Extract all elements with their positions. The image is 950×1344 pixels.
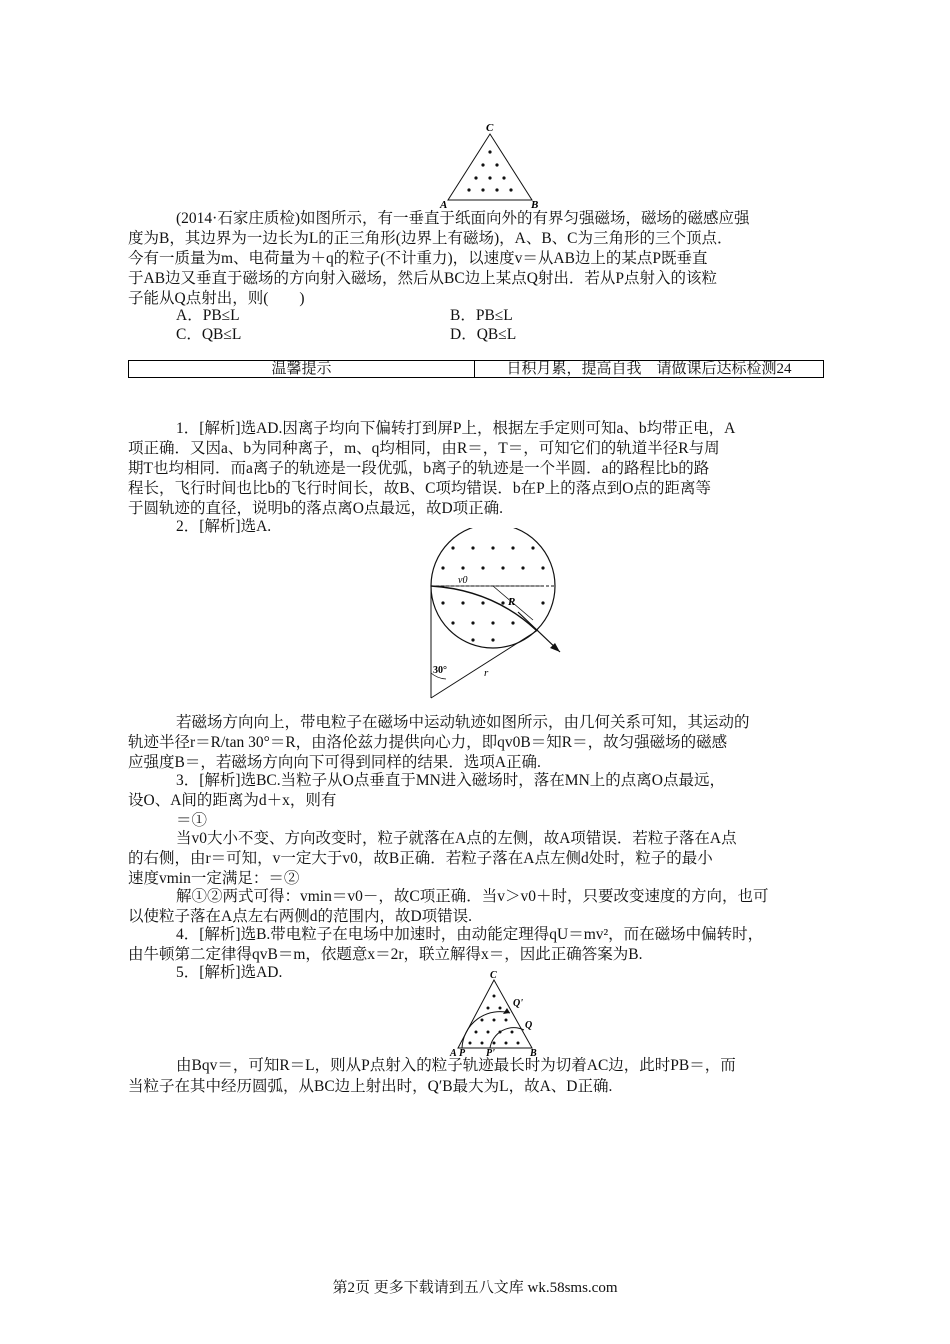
sol3-line-1: 3．[解析]选BC.当粒子从O点垂直于MN进入磁场时，落在MN上的点离O点最远，	[176, 772, 725, 789]
triangle-field-figure	[415, 120, 545, 210]
fig3-label-pprime: P'	[486, 1048, 495, 1058]
fig3-label-c: C	[490, 970, 497, 981]
problem-line-2: 度为B，其边界为一边长为L的正三角形(边界上有磁场)，A、B、C为三角形的三个顶点．	[128, 230, 733, 247]
sol3-line-3: ＝①	[176, 812, 208, 829]
fig3-label-q: Q	[525, 1020, 533, 1031]
circle-field-figure	[418, 528, 568, 708]
page-footer: 第2页 更多下载请到五八文库 wk.58sms.com	[332, 1280, 618, 1296]
sol2-line-2: 轨迹半径r＝R/tan 30°＝R，由洛伦兹力提供向心力，即qv0B＝知R＝，故匀强磁场的磁感	[128, 734, 728, 751]
sol2-head: 2．[解析]选A.	[176, 518, 272, 535]
fig3-label-qprime: Q'	[513, 998, 523, 1009]
fig3-label-a: A	[450, 1048, 457, 1058]
sol3-line-5: 的右侧，由r＝可知，v一定大于v0，故B正确．若粒子落在A点左侧d处时，粒子的最小	[128, 850, 713, 867]
sol3-line-7: 解①②两式可得：vmin＝v0－，故C项正确．当v＞v0＋时，只要改变速度的方向，也可	[176, 888, 769, 905]
label-c: C	[486, 122, 494, 134]
label-a: A	[440, 199, 448, 210]
label-R: R	[508, 596, 516, 608]
problem-line-5: 子能从Q点射出，则( )	[128, 290, 305, 307]
option-a: A．PB≤L	[176, 307, 240, 324]
option-d: D．QB≤L	[450, 326, 517, 343]
sol3-line-6: 速度vmin一定满足：＝②	[128, 870, 300, 887]
sol1-line-2: 项正确．又因a、b为同种离子，m、q均相同，由R＝，T＝，可知它们的轨道半径R与周	[128, 440, 720, 457]
triangle-arc-figure	[440, 968, 550, 1058]
sol1-line-3: 期T也均相同．而a离子的轨迹是一段优弧，b离子的轨迹是一个半圆．a的路程比b的路	[128, 460, 710, 477]
sol5-line-2: 当粒子在其中经历圆弧，从BC边上射出时，Q′B最大为L，故A、D正确.	[128, 1078, 613, 1095]
problem-line-3: 今有一质量为m、电荷量为＋q的粒子(不计重力)，以速度v＝从AB边上的某点P既垂直	[128, 250, 708, 267]
sol3-line-8: 以使粒子落在A点左右两侧d的范围内，故D项错误.	[128, 908, 473, 925]
tip-label: 温馨提示	[129, 361, 475, 377]
sol4-line-2: 由牛顿第二定律得qvB＝m，依题意x＝2r，联立解得x＝，因此正确答案为B.	[128, 946, 643, 963]
sol5-head: 5．[解析]选AD.	[176, 964, 283, 981]
label-v0: v0	[458, 575, 468, 586]
option-b: B．PB≤L	[450, 307, 513, 324]
label-30deg: 30°	[433, 665, 447, 676]
option-c: C．QB≤L	[176, 326, 242, 343]
tip-content: 日积月累，提高自我 请做课后达标检测24	[506, 361, 792, 377]
sol3-line-4: 当v0大小不变、方向改变时，粒子就落在A点的左侧，故A项错误．若粒子落在A点	[176, 830, 737, 847]
label-r: r	[484, 667, 489, 679]
sol4-line-1: 4．[解析]选B.带电粒子在电场中加速时，由动能定理得qU＝mv²，而在磁场中偏转时，	[176, 926, 764, 943]
problem-line-1: (2014·石家庄质检)如图所示，有一垂直于纸面向外的有界匀强磁场，磁场的磁感应强	[176, 210, 750, 227]
problem-line-4: 于AB边又垂直于磁场的方向射入磁场，然后从BC边上某点Q射出．若从P点射入的该粒	[128, 270, 718, 287]
sol3-line-2: 设O、A间的距离为d＋x，则有	[128, 792, 337, 809]
sol5-line-1: 由Bqv＝，可知R＝L，则从P点射入的粒子轨迹最长时为切着AC边，此时PB＝，而	[176, 1057, 736, 1074]
fig3-label-b: B	[530, 1048, 537, 1058]
sol1-line-1: 1．[解析]选AD.因离子均向下偏转打到屏P上，根据左手定则可知a、b均带正电，A	[176, 420, 736, 437]
sol2-line-1: 若磁场方向向上，带电粒子在磁场中运动轨迹如图所示，由几何关系可知，其运动的	[176, 714, 750, 731]
sol1-line-4: 程长，飞行时间也比b的飞行时间长，故B、C项均错误．b在P上的落点到O点的距离等	[128, 480, 711, 497]
tip-box	[128, 360, 824, 378]
label-b: B	[531, 199, 539, 210]
sol2-line-3: 应强度B＝，若磁场方向向下可得到同样的结果．选项A正确.	[128, 754, 541, 771]
sol1-line-5: 于圆轨迹的直径，说明b的落点离O点最远，故D项正确.	[128, 500, 504, 517]
fig3-label-p: P	[459, 1048, 466, 1058]
